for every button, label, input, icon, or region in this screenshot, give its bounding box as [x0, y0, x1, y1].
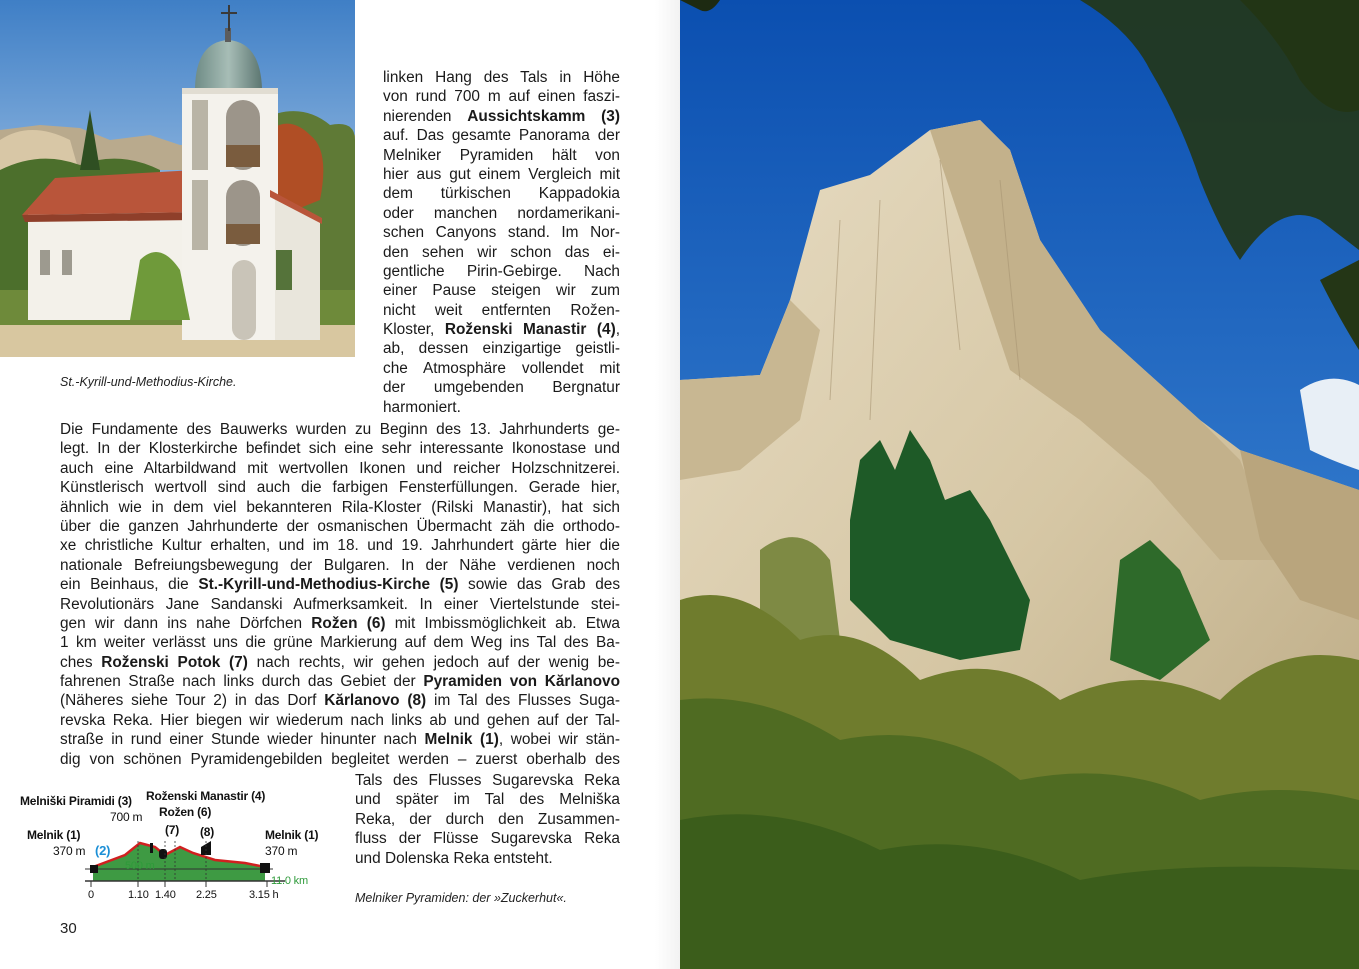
- text-line: [60, 711, 620, 730]
- profile-mid-alt: 500 m: [125, 860, 155, 872]
- text-run: revska Reka. Hier biegen wir wiederum nach links ab und gehen auf der Tal-: [60, 711, 620, 729]
- text-run: mit Imbissmöglichkeit ab. Etwa: [385, 614, 620, 632]
- bold-waypoint: Pyramiden von Kărlanovo: [423, 673, 620, 691]
- church-photo: [0, 0, 355, 357]
- text-run: legt. In der Klosterkirche befindet sich eine sehr interessante Ikonostase und: [60, 440, 620, 458]
- bold-waypoint: Roženski Potok (7): [101, 653, 248, 671]
- text-run: gen wir dann ins nahe Dörfchen: [60, 614, 312, 632]
- profile-time-0: 0: [88, 889, 94, 901]
- text-line: [355, 790, 620, 809]
- text-line: [383, 204, 620, 223]
- text-run: und später im Tal des Melniška: [355, 791, 620, 809]
- text-run: harmoniert.: [383, 398, 461, 416]
- text-line: [60, 556, 620, 575]
- text-run: Tals des Flusses Sugarevska Reka: [355, 772, 620, 789]
- text-run: ähnlich wie in dem viel bekannteren Rila-Kloster (Rilski Manastir), hat sich: [60, 498, 620, 516]
- text-run: dem türkischen Kappadokia: [383, 185, 620, 203]
- text-run: (Näheres siehe Tour 2) in das Dorf: [60, 692, 325, 710]
- text-line: [383, 243, 620, 262]
- profile-start-label: Melnik (1): [27, 828, 81, 842]
- text-line: [383, 165, 620, 184]
- text-run: nierenden: [383, 107, 468, 125]
- text-run: Die Fundamente des Bauwerks wurden zu Beginn des 13. Jahrhunderts ge-: [60, 421, 620, 438]
- profile-end-label: Melnik (1): [265, 828, 319, 842]
- text-run: ,: [615, 321, 620, 339]
- text-run: xe christliche Kultur erhalten, und im 18. und 19. Jahrhundert gärte hier die: [60, 537, 620, 555]
- text-line: [355, 810, 620, 829]
- text-run: nach rechts, wir gehen jedoch auf der wenig be-: [247, 653, 620, 671]
- text-column-full: [60, 420, 620, 769]
- text-run: ein Beinhaus, die: [60, 576, 199, 594]
- text-run: oder manchen nordamerikani-: [383, 204, 620, 222]
- text-run: straße in rund einer Stunde wieder hinunter nach: [60, 731, 425, 749]
- text-line: [60, 653, 620, 672]
- text-run: Kloster,: [383, 321, 445, 339]
- text-run: ab, dessen einzigartige geistli-: [383, 340, 620, 358]
- text-column-narrow: [383, 68, 620, 417]
- text-line: [383, 146, 620, 165]
- text-line: [383, 87, 620, 106]
- text-line: [383, 378, 620, 397]
- profile-time-1: 1.10: [128, 889, 149, 901]
- text-run: über die ganzen Jahrhunderte der osmanischen Übermacht zäh die orthodo-: [60, 517, 620, 535]
- profile-p2-label: (2): [95, 843, 111, 858]
- profile-rozen-label: Rožen (6): [159, 805, 212, 819]
- text-line: [60, 478, 620, 497]
- text-line: [383, 262, 620, 281]
- text-run: auch eine Altarbildwand mit wertvollen Ikonen und reicher Holzschnitzerei.: [60, 459, 620, 477]
- text-line: [355, 829, 620, 848]
- text-line: [383, 68, 620, 87]
- text-line: [383, 184, 620, 203]
- bold-waypoint: Roženski Manastir (4): [444, 321, 616, 339]
- text-run: einer Pause steigen wir zum: [383, 282, 620, 300]
- text-run: 1 km weiter verlässt uns die grüne Markierung auf dem Weg ins Tal des Ba-: [60, 634, 620, 652]
- text-run: che Atmosphäre vollendet mit: [383, 359, 620, 377]
- text-line: [60, 672, 620, 691]
- text-line: [60, 536, 620, 555]
- profile-start-alt: 370 m: [53, 844, 86, 858]
- text-run: sowie das Grab des: [458, 576, 621, 594]
- bold-waypoint: Aussichtskamm (3): [467, 107, 620, 125]
- text-line: [60, 730, 620, 749]
- bold-waypoint: St.-Kyrill-und-Methodius-Kirche (5): [198, 576, 459, 594]
- text-run: Melniker Pyramiden hält von: [383, 146, 620, 164]
- text-run: im Tal des Flusses Suga-: [426, 692, 620, 710]
- text-run: dig von schönen Pyramidengebilden begleitet werden – zuerst oberhalb des: [60, 750, 620, 768]
- text-line: [60, 517, 620, 536]
- text-line: [383, 359, 620, 378]
- text-run: linken Hang des Tals in Höhe: [383, 69, 620, 86]
- text-line: [383, 223, 620, 242]
- text-run: , wobei wir stän-: [498, 731, 620, 749]
- book-gutter: [655, 0, 680, 969]
- text-line: [60, 498, 620, 517]
- pyramids-caption: Melniker Pyramiden: der »Zuckerhut«.: [355, 891, 567, 905]
- church-caption: St.-Kyrill-und-Methodius-Kirche.: [60, 375, 237, 389]
- text-run: der umgebenden Bergnatur: [383, 379, 620, 397]
- text-line: [383, 320, 620, 339]
- text-run: schen Canyons stand. Im Nor-: [383, 224, 620, 242]
- profile-monastery-label: Roženski Manastir (4): [146, 789, 266, 803]
- profile-end-alt: 370 m: [265, 844, 298, 858]
- text-line: [383, 126, 620, 145]
- pyramids-photo: [680, 0, 1359, 969]
- text-line: [60, 614, 620, 633]
- text-run: Reka, der durch den Zusammen-: [355, 810, 620, 828]
- text-line: [383, 107, 620, 126]
- text-line: [60, 750, 620, 769]
- elevation-profile: [15, 785, 345, 905]
- text-column-tail: [355, 771, 620, 868]
- text-run: und Dolenska Reka entsteht.: [355, 849, 553, 867]
- text-line: [60, 633, 620, 652]
- profile-p8-label: (8): [200, 825, 215, 839]
- bold-waypoint: Melnik (1): [424, 731, 499, 749]
- text-line: [383, 281, 620, 300]
- profile-p7-label: (7): [165, 823, 180, 837]
- text-run: ches: [60, 653, 102, 671]
- profile-time-4: 3.15 h: [249, 889, 279, 901]
- text-run: den sehen wir schon das ei-: [383, 243, 620, 261]
- text-run: auf. Das gesamte Panorama der: [383, 127, 620, 145]
- text-line: [60, 439, 620, 458]
- text-line: [60, 575, 620, 594]
- text-run: nationale Befreiungsbewegung der Bulgaren. In der Nähe verdienen noch: [60, 556, 620, 574]
- text-run: hier aus gut einem Vergleich mit: [383, 165, 620, 183]
- text-line: [60, 691, 620, 710]
- bold-waypoint: Rožen (6): [311, 614, 386, 632]
- text-line: [60, 459, 620, 478]
- text-run: fahrenen Straße nach links durch das Gebiet der: [60, 673, 424, 691]
- text-run: Revolutionärs Jane Sandanski Aufmerksamkeit. In einer Viertelstunde stei-: [60, 595, 620, 613]
- text-run: fluss der Flüsse Sugarevska Reka: [355, 830, 620, 848]
- text-line: [383, 398, 620, 417]
- profile-time-3: 2.25: [196, 889, 217, 901]
- bold-waypoint: Kărlanovo (8): [324, 692, 427, 710]
- text-line: [355, 849, 620, 868]
- text-run: Künstlerisch wertvoll sind auch die farbigen Fensterfüllungen. Gerade hier,: [60, 479, 620, 497]
- text-run: von rund 700 m auf einen faszi-: [383, 88, 620, 106]
- profile-peak-label: Melniški Piramidi (3): [20, 794, 132, 808]
- text-line: [355, 771, 620, 790]
- text-run: nicht weit entfernten Rožen-: [383, 301, 620, 319]
- profile-distance: 11.0 km: [271, 875, 308, 887]
- text-line: [60, 595, 620, 614]
- text-line: [383, 301, 620, 320]
- page-number: 30: [60, 920, 77, 937]
- text-line: [383, 339, 620, 358]
- profile-peak-alt: 700 m: [110, 810, 143, 824]
- text-line: [60, 420, 620, 439]
- text-run: gentliche Pirin-Gebirge. Nach: [383, 262, 620, 280]
- profile-time-2: 1.40: [155, 889, 176, 901]
